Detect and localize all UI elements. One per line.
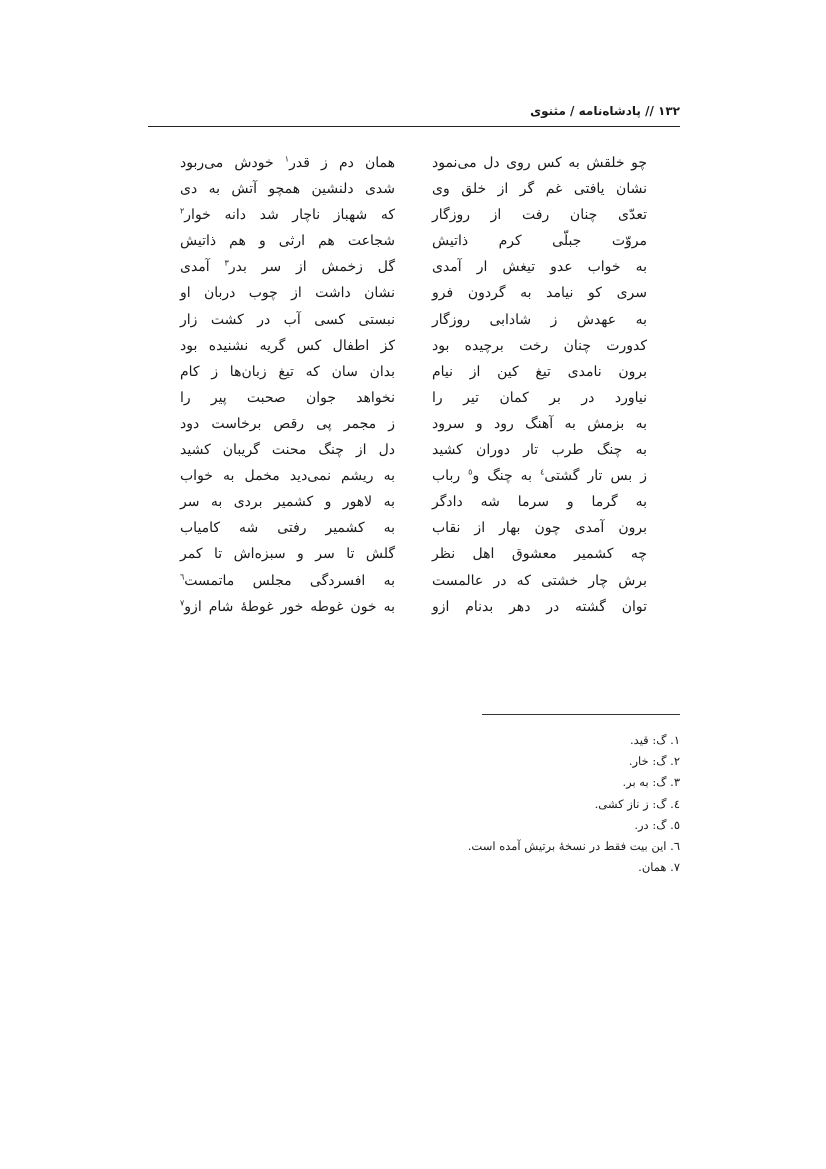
footnote-item: ٦. این بیت فقط در نسخهٔ برتیش آمده است. <box>467 838 680 853</box>
footnote-marker: ٤ <box>540 467 545 477</box>
verse-second-hemistich: ز مجمر پی رقص برخاست دود <box>180 415 395 432</box>
verse-second-hemistich: به افسردگی مجلس ماتمست$^٦$ <box>180 571 395 589</box>
verse-second-hemistich: نخواهد جوان صحبت پیر را <box>180 389 395 406</box>
verse-first-hemistich: به چنگ طرب تار دوران کشید <box>432 442 647 459</box>
footnote-item: ۷. همان. <box>638 860 680 875</box>
verse-second-hemistich: همان دم ز قدر$^۱$ خودش می‌ربود <box>180 154 396 171</box>
running-header <box>148 104 680 122</box>
verse-second-hemistich: دل از چنگ محنت گریبان کشید <box>180 442 395 459</box>
verse-first-hemistich: مروّت جبلّی کرم ذاتیش <box>432 233 647 250</box>
first-hemistich-column <box>432 150 647 620</box>
verse-first-hemistich: به خواب عدو تیغش ار آمدی <box>432 259 647 276</box>
verse-first-hemistich: به گرما و سرما شه دادگر <box>432 494 647 511</box>
footnote-marker: ٥ <box>468 467 473 477</box>
header-divider <box>148 126 680 127</box>
verse-second-hemistich: به خون غوطه خور غوطهٔ شام ازو$^۷$ <box>180 597 395 615</box>
footnote-divider <box>482 714 680 715</box>
footnote-item: ٤. گ: ز ناز کشی. <box>594 796 680 811</box>
footnote-marker: ۲ <box>180 206 185 216</box>
verse-first-hemistich: به عهدش ز شادابی روزگار <box>432 311 647 328</box>
running-header-text: ۱۳۲ // پادشاه‌نامه / مثنوی <box>530 104 680 118</box>
verse-second-hemistich: که شهباز ناچار شد دانه خوار$^۲$ <box>180 206 395 224</box>
verse-first-hemistich: برون نامدی تیغ کین از نیام <box>432 363 647 380</box>
verse-first-hemistich: برش چار خشتی که در عالمست <box>432 572 647 589</box>
second-hemistich-column <box>180 150 395 620</box>
verse-first-hemistich: چو خلقش به کس روی دل می‌نمود <box>432 155 647 171</box>
verse-first-hemistich: کدورت چنان رخت برچیده بود <box>432 337 647 354</box>
footnote-item: ۳. گ: به بر. <box>622 775 680 790</box>
verse-second-hemistich: به کشمیر رفتی شه کامیاب <box>180 520 395 537</box>
verse-first-hemistich: به بزمش به آهنگ رود و سرود <box>432 415 647 432</box>
verse-first-hemistich: برون آمدی چون بهار از نقاب <box>432 520 647 537</box>
footnote-item: ۱. گ: قید. <box>630 733 680 747</box>
verse-second-hemistich: گل زخمش از سر بدر$^۳$ آمدی <box>180 258 395 276</box>
verse-first-hemistich: نیاورد در بر کمان تیر را <box>432 389 647 406</box>
footnote-marker: ۷ <box>180 597 185 607</box>
verse-second-hemistich: به لاهور و کشمیر بردی به سر <box>180 494 395 511</box>
verse-first-hemistich: توان گشته در دهر بدنام ازو <box>432 598 647 615</box>
footnote-marker: ۱ <box>284 154 290 164</box>
verse-second-hemistich: شجاعت هم ارثی و هم ذاتیش <box>180 233 395 250</box>
footnote-item: ٥. گ: در. <box>634 817 680 832</box>
footnote-item: ۲. گ: خار. <box>628 754 680 769</box>
verse-second-hemistich: کز اطفال کس گریه نشنیده بود <box>180 337 395 354</box>
verse-second-hemistich: شدی دلنشین همچو آتش به دی <box>180 181 395 198</box>
verse-second-hemistich: گلش تا سر و سبزه‌اش تا کمر <box>180 546 395 563</box>
verse-second-hemistich: نبستی کسی آب در کشت زار <box>180 311 395 328</box>
verse-first-hemistich: چه کشمیر معشوق اهل نظر <box>432 546 647 563</box>
verse-first-hemistich: ز بس تار گشتی$^٤$ به چنگ و$^٥$ رباب <box>432 467 647 485</box>
verse-first-hemistich: نشان یافتی غم گر از خلق وی <box>432 181 647 198</box>
verse-second-hemistich: بدان سان که تیغ زبان‌ها ز کام <box>180 363 395 380</box>
footnotes <box>360 730 680 878</box>
verse-first-hemistich: تعدّی چنان رفت از روزگار <box>432 207 647 224</box>
verse-first-hemistich: سری کو نیامد به گردون فرو <box>432 285 647 302</box>
verse-second-hemistich: نشان داشت از چوب دربان او <box>180 285 395 302</box>
verse-second-hemistich: به ریشم نمی‌دید مخمل به خواب <box>180 468 395 485</box>
footnote-marker: ۳ <box>224 258 229 268</box>
footnote-marker: ٦ <box>180 571 185 581</box>
